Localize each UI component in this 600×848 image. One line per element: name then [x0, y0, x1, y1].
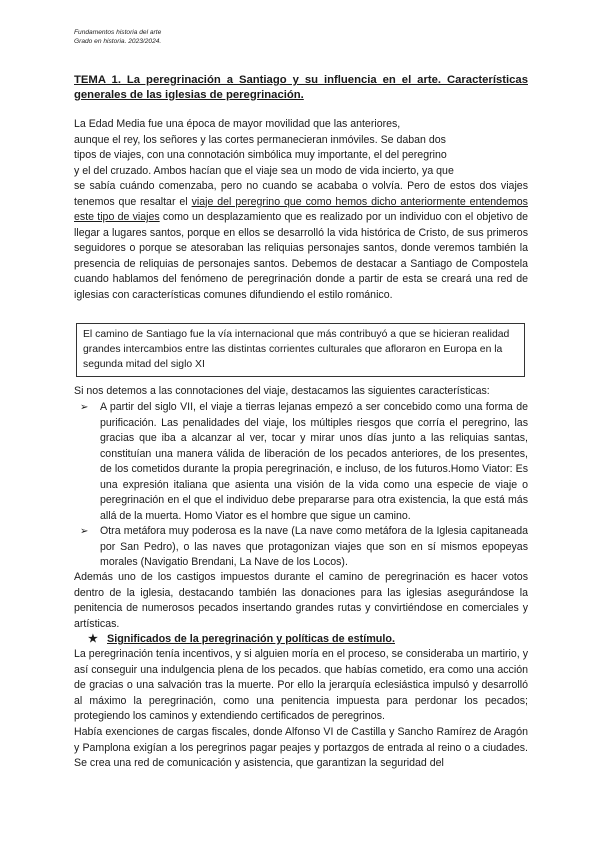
- list-item: [74, 524, 528, 571]
- section2-paragraph: Había exenciones de cargas fiscales, donde Alfonso VI de Castilla y Sancho Ramírez de Aragón y Pamplona exigían a los peregrinos pagar peajes y portazgos de entrada al reino o a ciudades. Se crea una red de comunicación y asistencia, que garantizan la seguridad del: [74, 726, 528, 769]
- intro-line: tipos de viajes, con una connotación simbólica muy importante, el del peregrino: [74, 149, 447, 161]
- highlight-box-text: El camino de Santiago fue la vía internacional que más contribuyó a que se hicieran realidad grandes intercambios entre las distintas corrientes culturales que afloraron en Europa en la segunda mitad del siglo XI: [83, 329, 510, 370]
- connotations-intro: Si nos detemos a las connotaciones del viaje, destacamos las siguientes características:: [74, 385, 490, 397]
- intro-text-start: Pero de estos dos viajes tenemos que resaltar el: [74, 180, 528, 208]
- intro-underlined-text: viaje del peregrino que como hemos dicho anteriormente entendemos este tipo de viajes: [74, 195, 528, 223]
- intro-section: [74, 117, 528, 303]
- intro-line: aunque el rey, los señores y las cortes permanecieran inmóviles. Se daban dos: [74, 133, 446, 146]
- intro-text-end: como un desplazamiento que es realizado por un individuo con el objetivo de llegar a lugares santos, porque en ellos se desarrolló la vida histórica de Cristo, de sus primeros seguidores o porque se atesoraban las reliquias personajes santos, donde veremos también la presencia de reliquias de personajes santos. Debemos de destacar a Santiago de Compostela cuando hablamos del fenómeno de peregrinación donde a partir de esta se creará una red de iglesias con características comunes difundiendo el estilo románico.: [74, 211, 528, 301]
- connotations-list: [74, 400, 528, 571]
- list-item-text: A partir del siglo VII, el viaje a tierras lejanas empezó a ser concebido como una forma de purificación. Las penalidades del viaje, los múltiples riesgos que corría el peregrino, las gracias que iba a alcanzar al ver, tocar y mirar unos días junto a las reliquias santas, constituían una manera válida de liberación de los pecados anteriores, de los presentes, de los cometidos durante la propia peregrinación, e incluso, de los futuros.Homo Viator: Es una expresión italiana que asienta una visión de la vida como una especie de viaje o peregrinación en el que el individuo debe prepararse para otra existencia, la que está más allá de la muerta. Homo Viator es el hombre que sigue un camino.: [100, 401, 528, 522]
- document-title: TEMA 1. La peregrinación a Santiago y su influencia en el arte. Características generales de las iglesias de peregrinación.: [74, 74, 528, 101]
- list-item-text: Otra metáfora muy poderosa es la nave (La nave como metáfora de la Iglesia capitaneada por San Pedro), o las naves que protagonizan viajes que son en sí mismos epopeyas morales (Navigatio Brendani, La Nave de los Locos).: [100, 525, 528, 568]
- section-heading: [88, 632, 395, 645]
- connotations-after: Además uno de los castigos impuestos durante el camino de peregrinación es hacer votos dentro de la iglesia, destacando también las donaciones para las iglesias asegurándose la penitencia de numerosos pecados insertando grandes rutas y convirtiéndose en comerciales y artísticas.: [74, 571, 528, 630]
- section-heading-text: Significados de la peregrinación y políticas de estímulo.: [107, 633, 395, 645]
- star-bullet-icon: ★: [88, 633, 98, 645]
- arrow-bullet-icon: ➢: [80, 526, 89, 537]
- intro-line: y el del cruzado. Ambos hacían que el viaje sea un modo de vida incierto, ya que: [74, 164, 454, 177]
- highlight-box: [76, 323, 525, 377]
- page-header: [74, 28, 161, 46]
- arrow-bullet-icon: ➢: [80, 402, 89, 413]
- list-item: [74, 400, 528, 524]
- header-degree: Grado en historia. 2023/2024.: [74, 38, 162, 45]
- header-course: Fundamentos historia del arte: [74, 29, 162, 36]
- intro-line: se sabía cuándo comenzaba, pero no cuando se acababa o volvía.: [74, 180, 403, 192]
- section2-paragraph: La peregrinación tenía incentivos, y si alguien moría en el proceso, se consideraba un martirio, y así conseguir una indulgencia plena de los pecados. que habías cometido, era como una acción de gracias o una salvación tras la muerte. Por ello la jerarquía eclesiástica impulsó y desarrolló al máximo la peregrinación, como una penitencia impuesta para perdonar los pecados; protegiendo los caminos y extendiendo certificados de peregrinos.: [74, 648, 528, 722]
- intro-line: La Edad Media fue una época de mayor movilidad que las anteriores,: [74, 118, 401, 130]
